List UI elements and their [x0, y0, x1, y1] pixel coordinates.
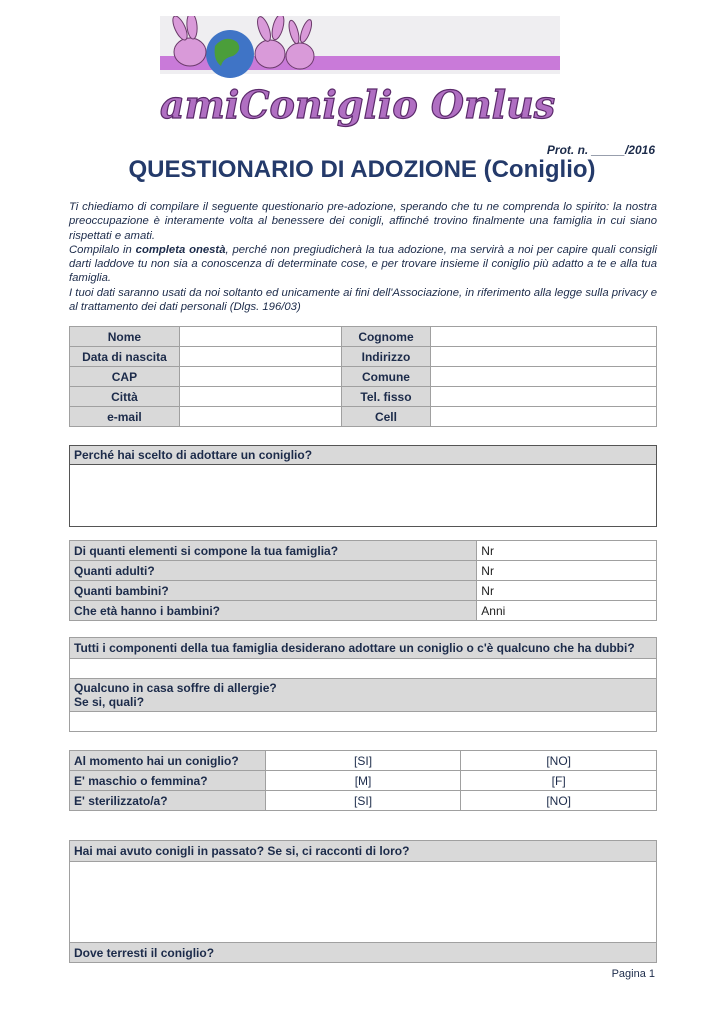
- allergies-question-line-2: Se si, quali?: [74, 695, 145, 709]
- label-cap: CAP: [70, 367, 180, 387]
- sterilized-question: E' sterilizzato/a?: [70, 791, 266, 811]
- label-email: e-mail: [70, 407, 180, 427]
- protocol-number: Prot. n. _____/2016: [546, 143, 655, 157]
- children-age-field[interactable]: Anni: [477, 601, 657, 621]
- agree-allergies-table: [69, 637, 657, 732]
- sterilized-no[interactable]: [NO]: [461, 791, 657, 811]
- logo-wordmark: amiConiglio Onlus: [160, 82, 556, 127]
- why-adopt-answer[interactable]: [70, 465, 656, 527]
- has-rabbit-question: Al momento hai un coniglio?: [70, 751, 266, 771]
- where-keep-question: Dove terresti il coniglio?: [70, 943, 657, 963]
- family-size-question: Di quanti elementi si compone la tua famiglia?: [70, 541, 477, 561]
- sterilized-yes[interactable]: [SI]: [265, 791, 461, 811]
- logo-image: [160, 16, 560, 128]
- field-citta[interactable]: [179, 387, 341, 407]
- past-rabbits-question: Hai mai avuto conigli in passato? Se si, ci racconti di loro?: [70, 841, 657, 862]
- past-rabbits-table: [69, 840, 657, 963]
- past-rabbits-answer[interactable]: [70, 862, 657, 943]
- children-age-question: Che età hanno i bambini?: [70, 601, 477, 621]
- has-rabbit-yes[interactable]: [SI]: [265, 751, 461, 771]
- field-comune[interactable]: [431, 367, 657, 387]
- adults-question: Quanti adulti?: [70, 561, 477, 581]
- intro-paragraph-3: I tuoi dati saranno usati da noi soltanto ed unicamente ai fini dell'Associazione, in riferimento alla legge sulla privacy e al trattamento dei dati personali (Dlgs. 196/03): [69, 286, 657, 314]
- sex-female[interactable]: [F]: [461, 771, 657, 791]
- field-data-nascita[interactable]: [179, 347, 341, 367]
- all-agree-question: Tutti i componenti della tua famiglia desiderano adottare un coniglio o c'è qualcuno che ha dubbi?: [70, 638, 657, 659]
- page-title: QUESTIONARIO DI ADOZIONE (Coniglio): [128, 156, 596, 183]
- label-indirizzo: Indirizzo: [341, 347, 431, 367]
- label-comune: Comune: [341, 367, 431, 387]
- children-field[interactable]: Nr: [477, 581, 657, 601]
- label-cell: Cell: [341, 407, 431, 427]
- logo: [160, 16, 560, 128]
- label-citta: Città: [70, 387, 180, 407]
- family-size-field[interactable]: Nr: [477, 541, 657, 561]
- label-nome: Nome: [70, 327, 180, 347]
- field-cognome[interactable]: [431, 327, 657, 347]
- intro-paragraph-1: Ti chiediamo di compilare il seguente questionario pre-adozione, sperando che tu ne comprenda lo spirito: la nostra preoccupazione è interamente volta al benessere dei conigli, affinché trovino finalmente una famiglia in cui siano rispettati e amati.: [69, 201, 657, 242]
- field-cap[interactable]: [179, 367, 341, 387]
- label-data-nascita: Data di nascita: [70, 347, 180, 367]
- intro-paragraph-2: [69, 243, 657, 286]
- allergies-question-line-1: Qualcuno in casa soffre di allergie?: [74, 681, 277, 695]
- sex-male[interactable]: [M]: [265, 771, 461, 791]
- field-nome[interactable]: [179, 327, 341, 347]
- intro-p2-bold: completa onestà: [135, 243, 226, 256]
- has-rabbit-no[interactable]: [NO]: [461, 751, 657, 771]
- field-indirizzo[interactable]: [431, 347, 657, 367]
- field-cell[interactable]: [431, 407, 657, 427]
- allergies-answer[interactable]: [70, 712, 657, 732]
- why-adopt-section: [69, 445, 657, 527]
- all-agree-answer[interactable]: [70, 659, 657, 679]
- field-email[interactable]: [179, 407, 341, 427]
- intro-text: [69, 200, 657, 314]
- personal-data-table: [69, 326, 657, 427]
- allergies-question: [70, 679, 657, 712]
- sex-question: E' maschio o femmina?: [70, 771, 266, 791]
- current-rabbit-table: [69, 750, 657, 811]
- intro-p2-text: Compilalo in: [69, 243, 136, 256]
- field-tel-fisso[interactable]: [431, 387, 657, 407]
- family-table: [69, 540, 657, 621]
- adults-field[interactable]: Nr: [477, 561, 657, 581]
- page-number: Pagina 1: [611, 968, 655, 980]
- label-cognome: Cognome: [341, 327, 431, 347]
- children-question: Quanti bambini?: [70, 581, 477, 601]
- label-tel-fisso: Tel. fisso: [341, 387, 431, 407]
- why-adopt-question: Perché hai scelto di adottare un coniglio?: [70, 446, 656, 465]
- intro-p2-text-after: , perché non pregiudicherà la tua adozione, ma servirà a noi per capire quali consigli darti laddove tu non sia a conoscenza di determinate cose, e per trovare insieme il coniglio più adatto a te e alla tua famiglia.: [69, 243, 657, 285]
